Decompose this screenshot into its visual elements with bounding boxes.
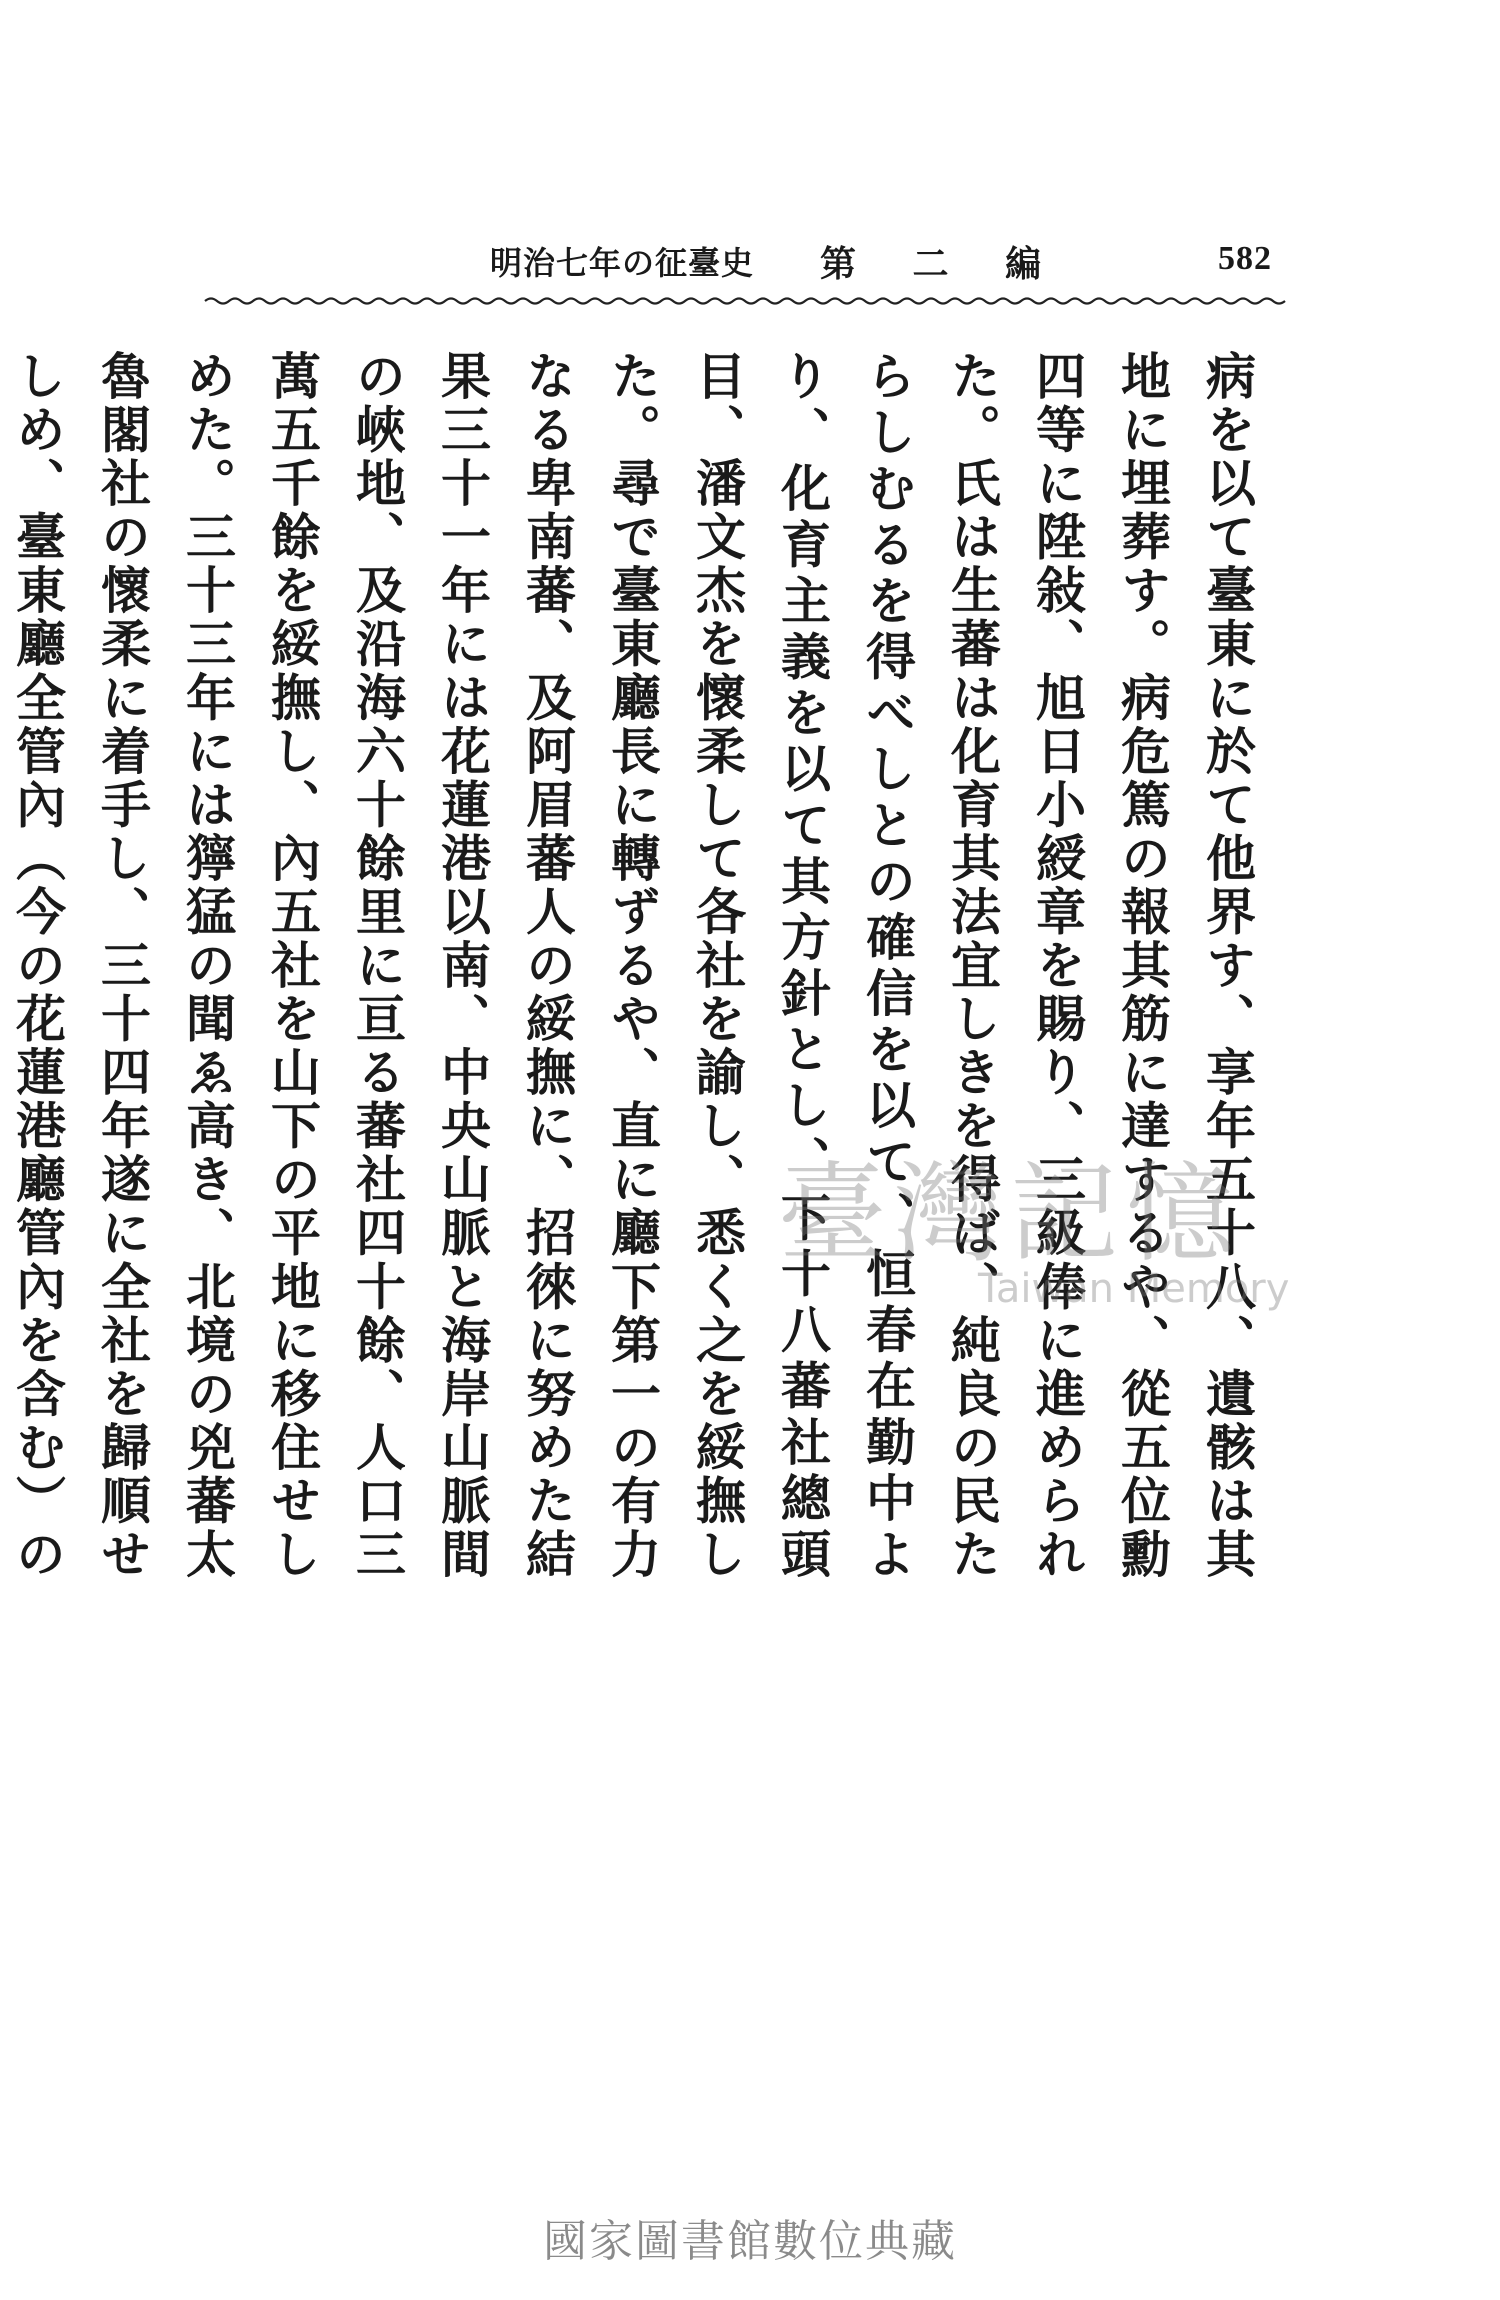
watermark-glyphs: 臺灣記憶 <box>778 1152 1243 1277</box>
header-wavy-rule <box>205 296 1285 306</box>
page-number: 582 <box>1218 240 1272 277</box>
body-text: 病を以て臺東に於て他界す、享年五十八、遺骸は其地に埋葬す。病危篤の報其筋に達するや、從五位勳四等に陞敍、旭日小綬章を賜り、三級俸に進められた。氏は生蕃は化育其法宜しきを得ば、純良の民たらしむるを得べしとの確信を以て、恒春在勤中より、化育主義を以て其方針とし、下十八蕃社總頭目、潘文杰を懷柔して各社を諭し、悉く之を綏撫した。尋で臺東廳長に轉ずるや、直に廳下第一の有力なる卑南蕃、及阿眉蕃人の綏撫に、招徠に努めた結果三十一年には花蓮港以南、中央山脈と海岸山脈間の峽地、及沿海六十餘里に亘る蕃社四十餘、人口三萬五千餘を綏撫し、內五社を山下の平地に移住せしめた。三十三年には獰猛の聞ゑ高き、北境の兇蕃太魯閣社の懷柔に着手し、三十四年遂に全社を歸順せしめ、臺東廳全管內（今の花蓮港廳管內を含む）の <box>8 350 1257 1581</box>
library-footer: 國家圖書館數位典藏 <box>543 2216 957 2267</box>
book-title: 明治七年の征臺史 <box>490 244 755 282</box>
chapter-label: 第 二 編 <box>820 243 1064 285</box>
watermark-latin: Taiwan Memory <box>978 1266 1290 1312</box>
